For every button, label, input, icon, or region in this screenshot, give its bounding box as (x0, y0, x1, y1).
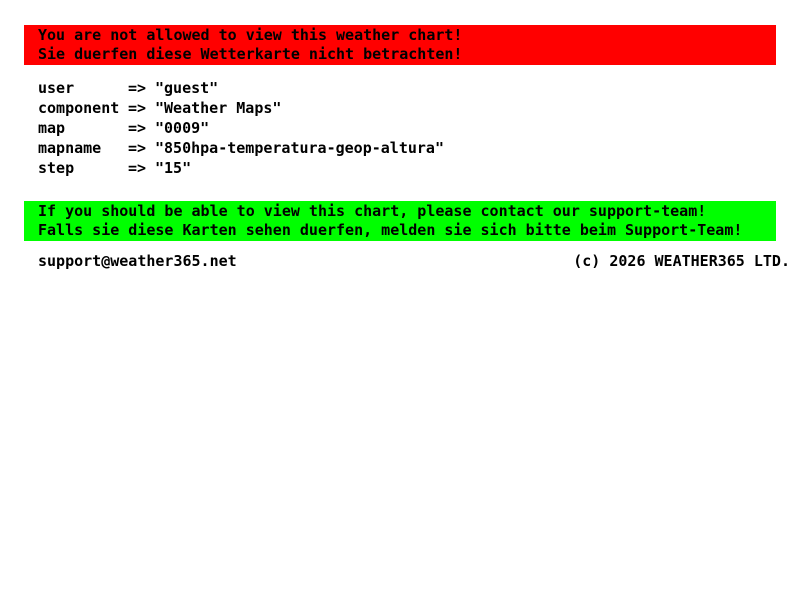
detail-key: component (38, 99, 120, 117)
detail-key: user (38, 79, 75, 97)
arrow-glyph: => (128, 99, 147, 117)
detail-row-component (38, 98, 444, 118)
arrow-glyph: => (128, 119, 147, 137)
copyright-notice: (c) 2026 WEATHER365 LTD. (573, 252, 790, 270)
detail-value: "15" (155, 159, 192, 177)
detail-row-map (38, 118, 444, 138)
support-message-en: If you should be able to view this chart, please contact our support-team! (38, 202, 707, 220)
footer (38, 251, 790, 271)
detail-key: step (38, 159, 75, 177)
detail-row-user (38, 78, 444, 98)
arrow-glyph: => (128, 79, 147, 97)
detail-value: "guest" (155, 79, 219, 97)
access-denied-banner (24, 25, 776, 65)
support-email: support@weather365.net (38, 252, 237, 270)
access-denied-message-de: Sie duerfen diese Wetterkarte nicht betrachten! (38, 45, 463, 63)
detail-value: "850hpa-temperatura-geop-altura" (155, 139, 444, 157)
detail-value: "0009" (155, 119, 210, 137)
detail-key: mapname (38, 139, 102, 157)
detail-value: "Weather Maps" (155, 99, 282, 117)
detail-key: map (38, 119, 66, 137)
arrow-glyph: => (128, 159, 147, 177)
detail-row-step (38, 158, 444, 178)
detail-row-mapname (38, 138, 444, 158)
request-details (38, 78, 444, 178)
access-denied-message-en: You are not allowed to view this weather chart! (38, 26, 463, 44)
support-contact-banner (24, 201, 776, 241)
arrow-glyph: => (128, 139, 147, 157)
support-message-de: Falls sie diese Karten sehen duerfen, melden sie sich bitte beim Support-Team! (38, 221, 743, 239)
